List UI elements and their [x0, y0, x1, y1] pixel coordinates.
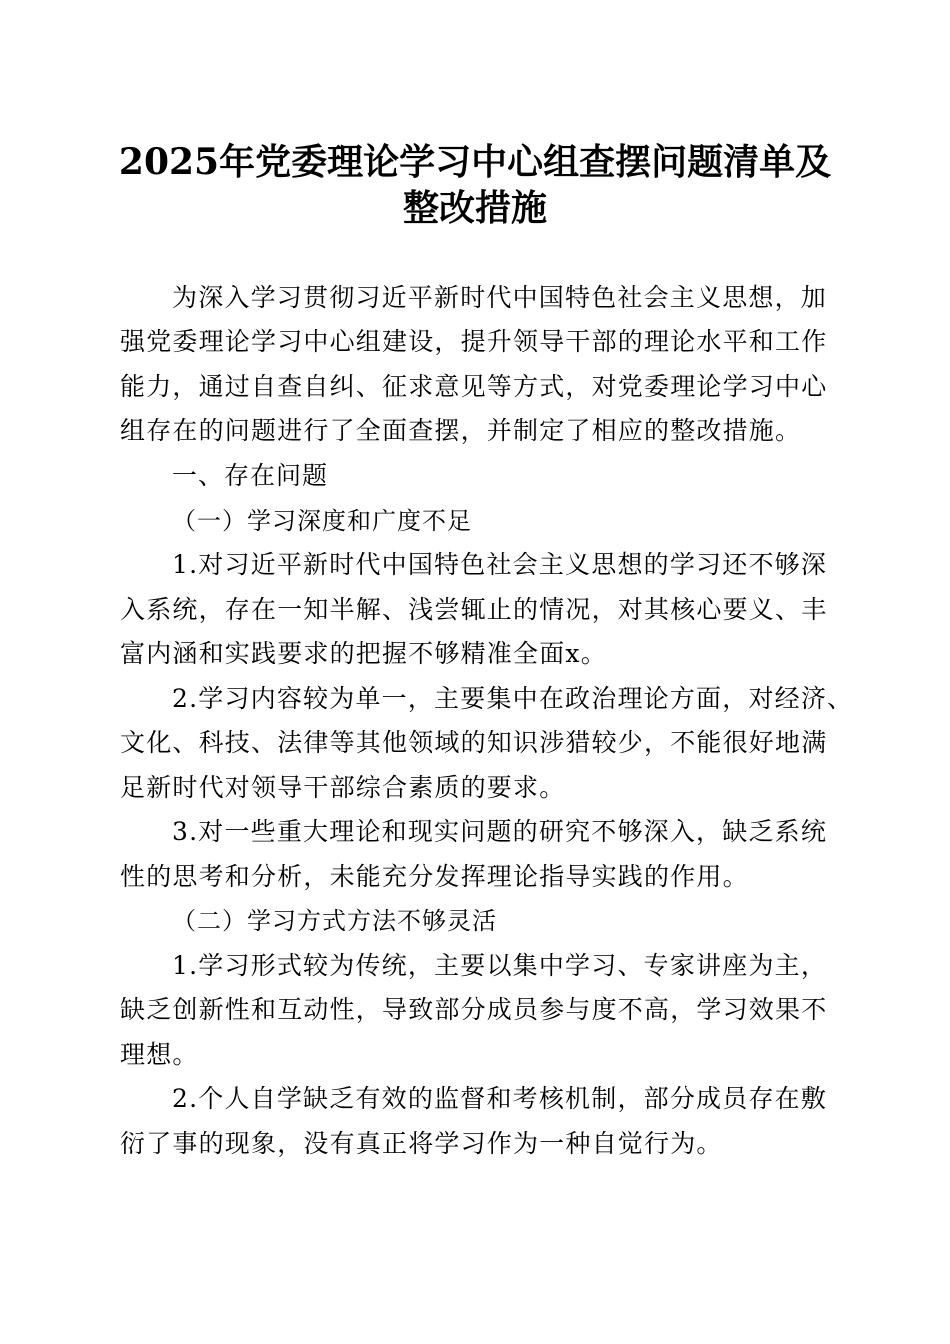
- item-2-1-line-3: 理想。: [120, 1040, 199, 1069]
- item-1-1-line-2: 入系统，存在一知半解、浅尝辄止的情况，对其核心要义、丰: [120, 595, 828, 624]
- intro-line-1: 为深入学习贯彻习近平新时代中国特色社会主义思想，加: [172, 283, 828, 312]
- item-1-1-line-3: 富内涵和实践要求的把握不够精准全面x。: [120, 639, 607, 668]
- item-1-3-line-2: 性的思考和分析，未能充分发挥理论指导实践的作用。: [120, 862, 749, 891]
- subsection-heading-1: （一）学习深度和广度不足: [172, 507, 472, 535]
- item-2-2-line-2: 衍了事的现象，没有真正将学习作为一种自觉行为。: [120, 1129, 723, 1158]
- item-1-2-line-3: 足新时代对领导干部综合素质的要求。: [120, 773, 566, 802]
- item-2-1-line-1: 1.学习形式较为传统，主要以集中学习、专家讲座为主，: [172, 951, 828, 980]
- subsection-heading-2: （二）学习方式方法不够灵活: [172, 907, 497, 935]
- item-1-1-line-1: 1.对习近平新时代中国特色社会主义思想的学习还不够深: [172, 550, 828, 579]
- document-title-line-2: 整改措施: [402, 187, 547, 229]
- intro-line-4: 组存在的问题进行了全面查摆，并制定了相应的整改措施。: [120, 416, 802, 445]
- intro-line-3: 能力，通过自查自纠、征求意见等方式，对党委理论学习中心: [120, 372, 828, 401]
- item-1-2-line-1: 2.学习内容较为单一，主要集中在政治理论方面，对经济、: [172, 684, 854, 713]
- document-title-line-1: 2025年党委理论学习中心组查摆问题清单及: [118, 141, 832, 183]
- item-1-2-line-2: 文化、科技、法律等其他领域的知识涉猎较少，不能很好地满: [120, 728, 828, 757]
- item-2-1-line-2: 缺乏创新性和互动性，导致部分成员参与度不高，学习效果不: [120, 995, 828, 1024]
- item-2-2-line-1: 2.个人自学缺乏有效的监督和考核机制，部分成员存在敷: [172, 1084, 828, 1113]
- item-1-3-line-1: 3.对一些重大理论和现实问题的研究不够深入，缺乏系统: [172, 817, 828, 846]
- intro-line-2: 强党委理论学习中心组建设，提升领导干部的理论水平和工作: [120, 327, 828, 356]
- section-heading-problems: 一、存在问题: [172, 461, 329, 490]
